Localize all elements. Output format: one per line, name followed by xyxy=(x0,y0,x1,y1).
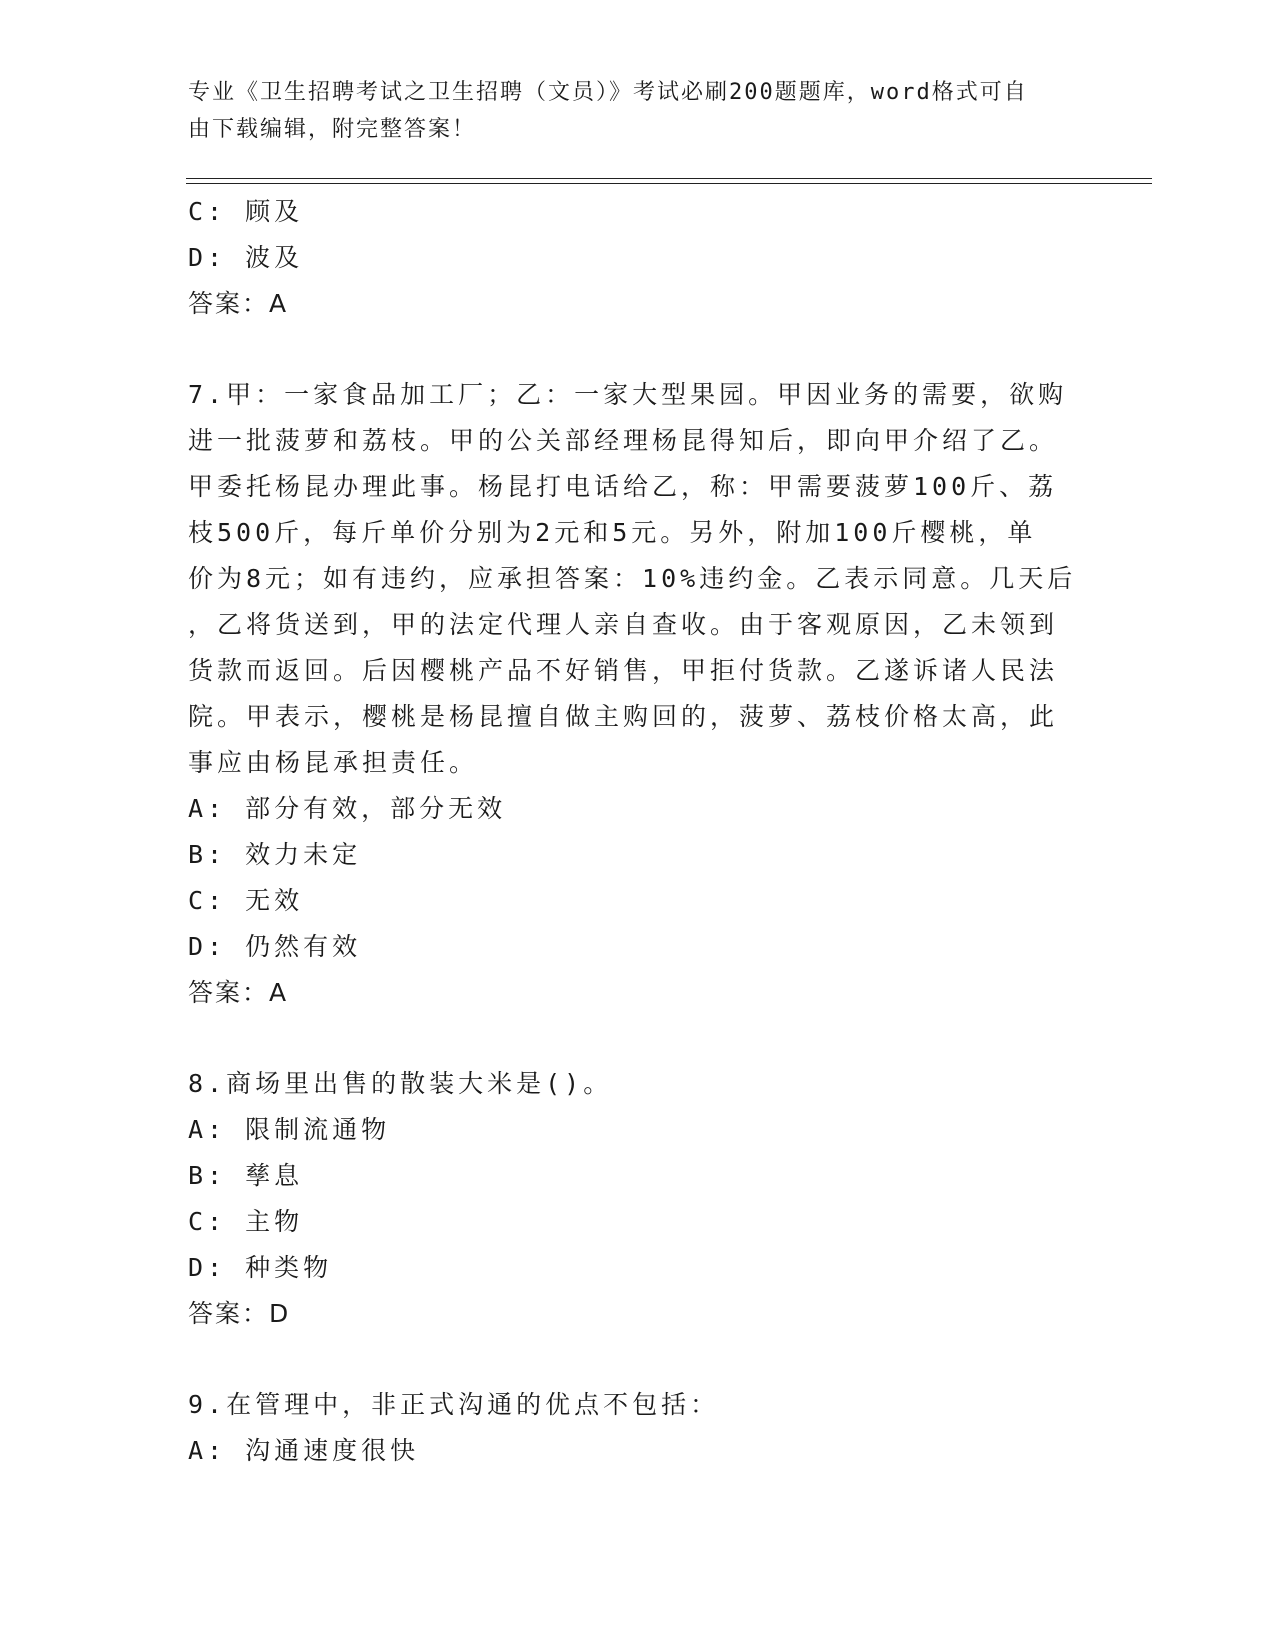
question-stem-line: ，乙将货送到，甲的法定代理人亲自查收。由于客观原因，乙未领到 xyxy=(188,610,1059,639)
option-a: A: 限制流通物 xyxy=(188,1115,391,1144)
answer-line: 答案：D xyxy=(188,1299,291,1328)
answer-line: 答案：A xyxy=(188,978,289,1007)
spacer xyxy=(188,1016,1068,1061)
document-header xyxy=(188,74,1068,148)
option-c: C: 顾及 xyxy=(188,197,304,226)
question-stem-line: 7.甲：一家食品加工厂；乙：一家大型果园。甲因业务的需要，欲购 xyxy=(188,380,1068,409)
question-stem-line: 进一批菠萝和荔枝。甲的公关部经理杨昆得知后，即向甲介绍了乙。 xyxy=(188,426,1059,455)
question-stem-line: 枝500斤，每斤单价分别为2元和5元。另外，附加100斤樱桃，单 xyxy=(188,518,1037,547)
question-content xyxy=(188,189,1077,1474)
question-8 xyxy=(188,1061,1068,1337)
option-b: B: 效力未定 xyxy=(188,840,362,869)
option-d: D: 种类物 xyxy=(188,1253,333,1282)
question-9 xyxy=(188,1382,1068,1474)
question-stem-line: 货款而返回。后因樱桃产品不好销售，甲拒付货款。乙遂诉诸人民法 xyxy=(188,656,1059,685)
question-stem-line: 价为8元；如有违约，应承担答案：10%违约金。乙表示同意。几天后 xyxy=(188,564,1077,593)
option-c: C: 无效 xyxy=(188,886,304,915)
header-title-line-2: 由下载编辑，附完整答案！ xyxy=(188,117,477,142)
answer-line: 答案：A xyxy=(188,289,289,318)
question-stem: 9.在管理中，非正式沟通的优点不包括： xyxy=(188,1390,720,1419)
spacer xyxy=(188,327,1068,372)
question-stem-line: 院。甲表示，樱桃是杨昆擅自做主购回的，菠萝、荔枝价格太高，此 xyxy=(188,702,1059,731)
header-rule-top xyxy=(186,178,1152,179)
question-stem-line: 事应由杨昆承担责任。 xyxy=(188,748,479,777)
question-stem-line: 甲委托杨昆办理此事。杨昆打电话给乙，称：甲需要菠萝100斤、荔 xyxy=(188,472,1058,501)
option-d: D: 仍然有效 xyxy=(188,932,362,961)
option-b: B: 孳息 xyxy=(188,1161,304,1190)
question-stem: 8.商场里出售的散装大米是()。 xyxy=(188,1069,613,1098)
header-rule-bottom xyxy=(186,183,1152,184)
option-a: A: 沟通速度很快 xyxy=(188,1436,420,1465)
header-title-line-1: 专业《卫生招聘考试之卫生招聘（文员）》考试必刷200题题库，word格式可自 xyxy=(188,80,1028,105)
question-7 xyxy=(188,372,1077,1016)
option-a: A: 部分有效，部分无效 xyxy=(188,794,507,823)
option-d: D: 波及 xyxy=(188,243,304,272)
question-6-tail xyxy=(188,189,1068,327)
spacer xyxy=(188,1337,1068,1382)
option-c: C: 主物 xyxy=(188,1207,304,1236)
